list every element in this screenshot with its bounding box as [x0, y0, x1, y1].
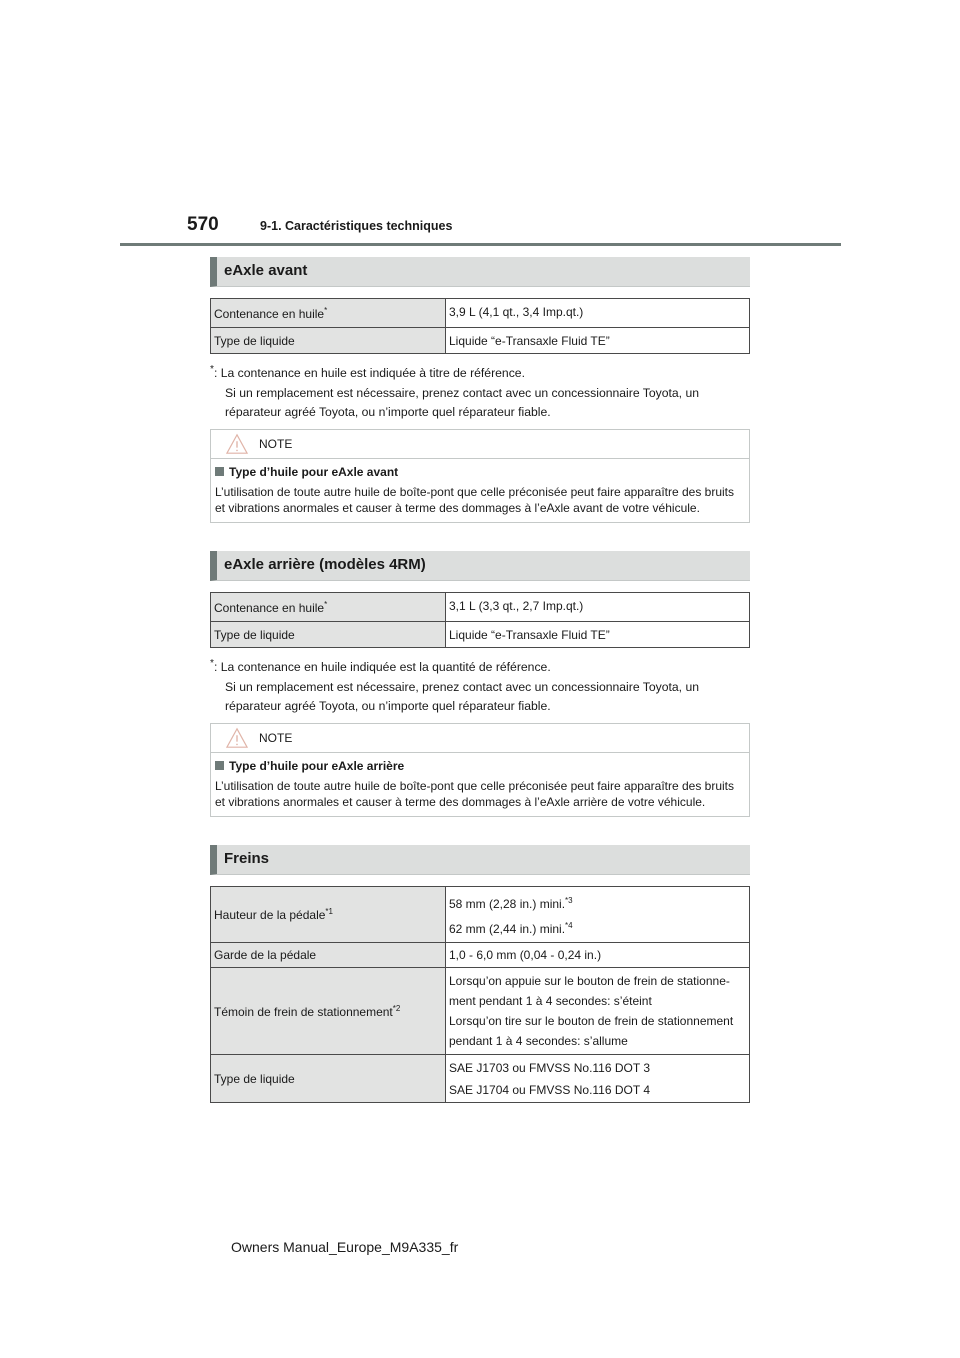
note-body: [211, 459, 749, 522]
page-number: 570: [187, 214, 219, 235]
row-label: Témoin de frein de stationnement$^{*2}$: [211, 968, 446, 1055]
note-label: NOTE: [259, 731, 293, 745]
note-header: [211, 724, 749, 753]
row-value: 1,0 - 6,0 mm (0,04 - 0,24 in.): [446, 943, 750, 968]
row-label: Contenance en huile*: [211, 299, 446, 328]
row-value: 3,9 L (4,1 qt., 3,4 Imp.qt.): [446, 299, 750, 328]
row-value: Liquide “e-Transaxle Fluid TE”: [446, 328, 750, 354]
table-row: [211, 943, 750, 968]
row-label: Hauteur de la pédale$^{*1}$: [211, 887, 446, 943]
note-text: L’utilisation de toute autre huile de boîte-pont que celle préconisée peut faire apparaître des bruits et vibrations anormales et causer à terme des dommages à l’eAxle avant de votre véhicule.: [215, 485, 735, 515]
note-text: L’utilisation de toute autre huile de boîte-pont que celle préconisée peut faire apparaître des bruits et vibrations anormales et causer à terme des dommages à l’eAxle arrière de votre véhicule.: [215, 779, 735, 809]
note-header: [211, 430, 749, 459]
table-row: [211, 622, 750, 648]
row-value: 3,1 L (3,3 qt., 2,7 Imp.qt.): [446, 593, 750, 622]
footer-document-id: Owners Manual_Europe_M9A335_fr: [231, 1239, 459, 1255]
table-row: [211, 593, 750, 622]
row-value: SAE J1703 ou FMVSS No.116 DOT 3 SAE J1704 ou FMVSS No.116 DOT 4: [446, 1055, 750, 1103]
bullet-square-icon: [215, 467, 224, 476]
row-label: Type de liquide: [211, 328, 446, 354]
note-subtitle: Type d’huile pour eAxle avant: [215, 464, 745, 480]
table-row: [211, 1055, 750, 1103]
section-header: 9-1. Caractéristiques techniques: [260, 219, 453, 233]
brakes-spec-table: [210, 886, 750, 1103]
table-row: [211, 968, 750, 1055]
note-body: [211, 753, 749, 816]
row-label: Type de liquide: [211, 622, 446, 648]
note-box-eaxle-rear: [210, 723, 750, 817]
row-label: Contenance en huile*: [211, 593, 446, 622]
note-label: NOTE: [259, 437, 293, 451]
footnote-eaxle-rear: *: La contenance en huile indiquée est la quantité de référence. Si un remplacement est nécessaire, prenez contact avec un concessionnaire Toyota, un réparateur agréé Toyota, ou n’importe quel réparateur fiable.: [210, 658, 700, 714]
table-row: [211, 328, 750, 354]
section-title-eaxle-rear: eAxle arrière (modèles 4RM): [210, 551, 750, 581]
row-value: Lorsqu’on appuie sur le bouton de frein de stationne- ment pendant 1 à 4 secondes: s’éteint Lorsqu’on tire sur le bouton de frein de stationnement pendant 1 à 4 secondes: s’allume: [446, 968, 750, 1055]
footnote-eaxle-front: *: La contenance en huile est indiquée à titre de référence. Si un remplacement est nécessaire, prenez contact avec un concessionnaire Toyota, un réparateur agréé Toyota, ou n’importe quel réparateur fiable.: [210, 364, 700, 420]
note-box-eaxle-front: [210, 429, 750, 523]
warning-icon: [226, 727, 248, 749]
row-label: Garde de la pédale: [211, 943, 446, 968]
section-title-brakes: Freins: [210, 845, 750, 875]
eaxle-rear-spec-table: [210, 592, 750, 648]
note-subtitle: Type d’huile pour eAxle arrière: [215, 758, 745, 774]
eaxle-front-spec-table: [210, 298, 750, 354]
section-title-eaxle-front: eAxle avant: [210, 257, 750, 287]
table-row: [211, 887, 750, 943]
row-label: Type de liquide: [211, 1055, 446, 1103]
row-value: 58 mm (2,28 in.) mini.$^{*3}$ 62 mm (2,44 in.) mini.$^{*4}$: [446, 887, 750, 943]
row-value: Liquide “e-Transaxle Fluid TE”: [446, 622, 750, 648]
warning-icon: [226, 433, 248, 455]
bullet-square-icon: [215, 761, 224, 770]
table-row: [211, 299, 750, 328]
header-divider: [120, 243, 841, 246]
